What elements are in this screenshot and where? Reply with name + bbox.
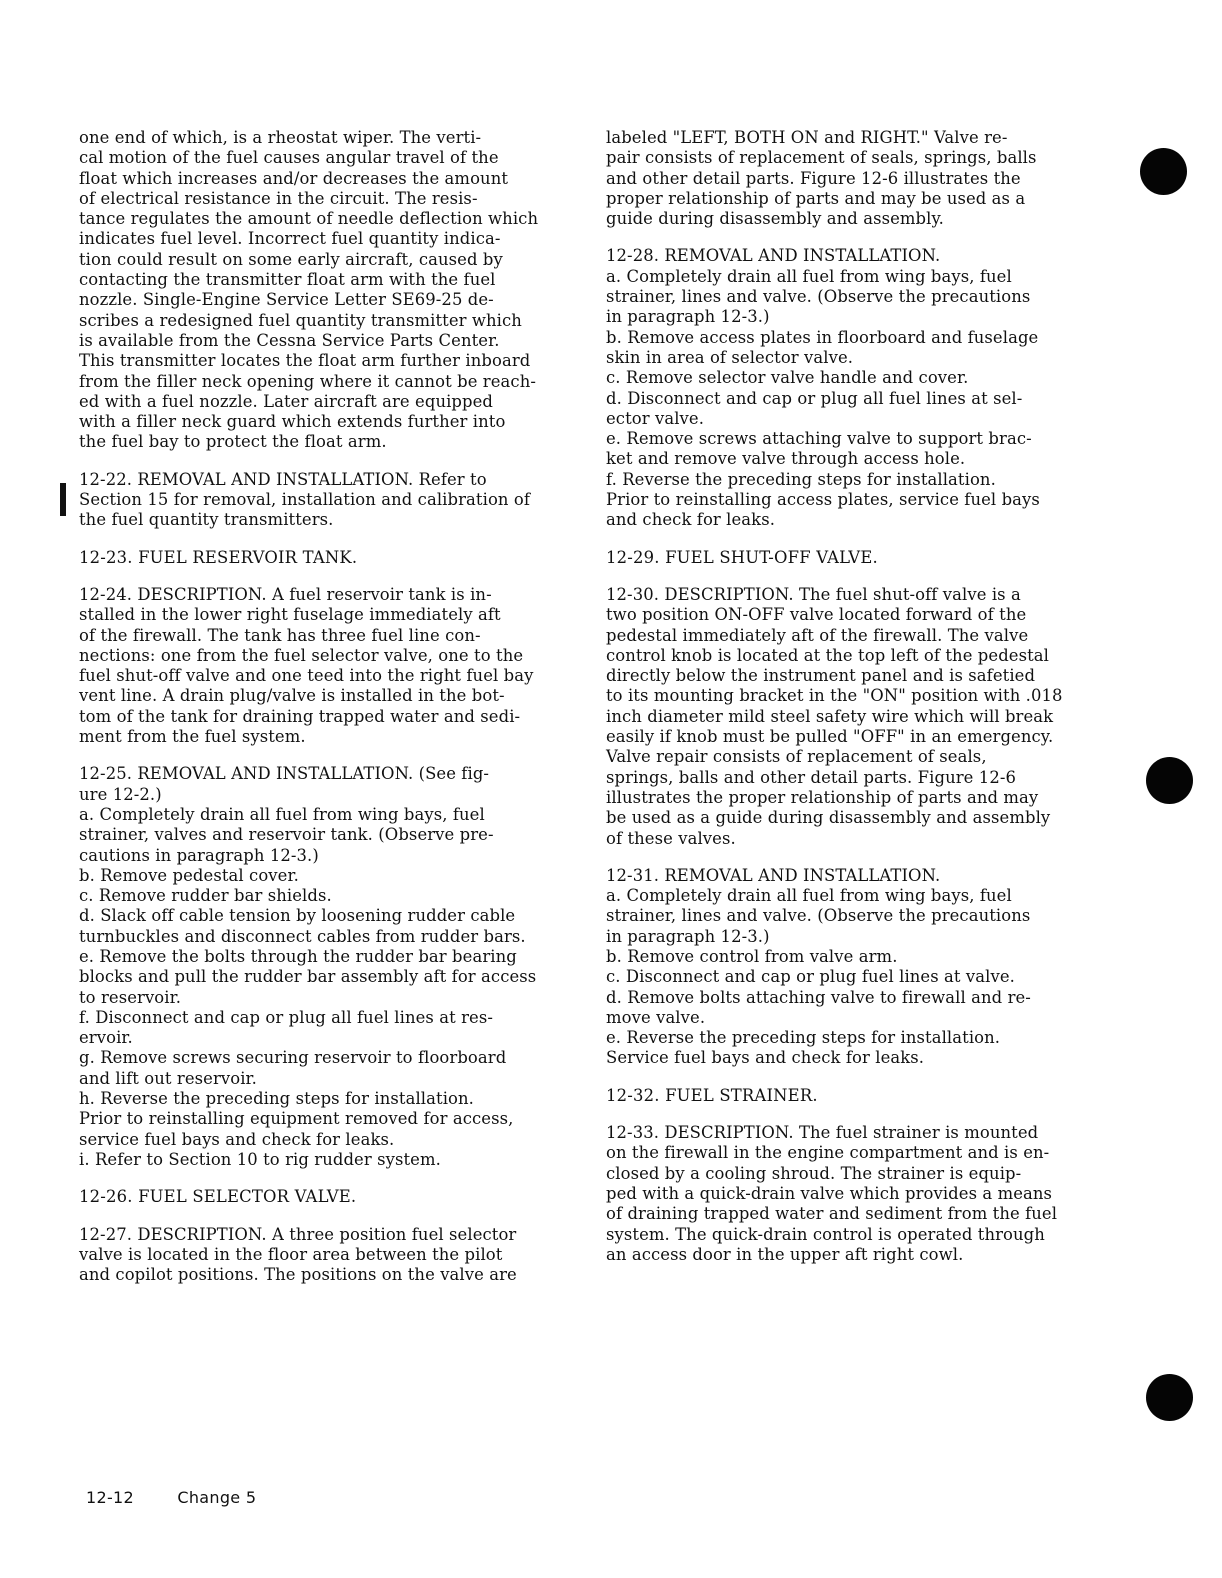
intro-paragraph: one end of which, is a rheostat wiper. The verti- cal motion of the fuel causes angular travel of the float which increases and/or decreases the amount of electrical resistance in the circuit. The resis- tance regulates the amount of needle deflection which indicates fuel level. Incorrect fuel quantity indica- tion could result on some early aircraft, caused by contacting the transmitter float arm with the fuel nozzle. Single-Engine Service Letter SE69-25 de- scribes a redesigned fuel quantity transmitter which is available from the Cessna Service Parts Center. This transmitter locates the float arm further inboard from the filler neck opening where it cannot be reach- ed with a fuel nozzle. Later aircraft are equipped with a filler neck guard which extends further into the fuel bay to protect the float arm.	[79, 128, 539, 452]
step-item: e. Remove screws attaching valve to support brac- ket and remove valve through access hole.	[606, 429, 1032, 469]
step-item: b. Remove control from valve arm.	[606, 946, 898, 966]
step-item: b. Remove access plates in floorboard and fuselage skin in area of selector valve.	[606, 327, 1039, 367]
step-item: f. Disconnect and cap or plug all fuel lines at res- ervoir.	[79, 1007, 493, 1048]
step-item: h. Reverse the preceding steps for installation. Prior to reinstalling equipment removed for access, service fuel bays and check for leaks.	[79, 1089, 514, 1149]
section-12-25	[79, 764, 567, 1170]
step-item: e. Remove the bolts through the rudder bar bearing blocks and pull the rudder bar assembly aft for access to reservoir.	[79, 946, 537, 1007]
paragraph-12-24: 12-24. DESCRIPTION. A fuel reservoir tank is in- stalled in the lower right fuselage immediately aft of the firewall. The tank has three fuel line con- nections: one from the fuel selector valve, one to the fuel shut-off valve and one teed into the right fuel bay vent line. A drain plug/valve is installed in the bot- tom of the tank for draining trapped water and sedi- ment from the fuel system.	[79, 584, 534, 747]
step-item: g. Remove screws securing reservoir to floorboard and lift out reservoir.	[79, 1048, 507, 1088]
step-item: i. Refer to Section 10 to rig rudder system.	[79, 1149, 441, 1169]
heading-12-28: 12-28. REMOVAL AND INSTALLATION.	[606, 246, 941, 266]
paragraph-12-30: 12-30. DESCRIPTION. The fuel shut-off valve is a two position ON-OFF valve located forward of the pedestal immediately aft of the firewall. The valve control knob is located at the top left of the pedestal directly below the instrument panel and is safetied to its mounting bracket in the "ON" position with .018 inch diameter mild steel safety wire which will break easily if knob must be pulled "OFF" in an emergency. Valve repair consists of replacement of seals, springs, balls and other detail parts. Figure 12-6 illustrates the proper relationship of parts and may be used as a guide during disassembly and assembly of these valves.	[606, 584, 1063, 848]
page-number: 12-12	[86, 1488, 134, 1507]
step-item: e. Reverse the preceding steps for installation. Service fuel bays and check for leaks.	[606, 1028, 1001, 1068]
step-item: f. Reverse the preceding steps for installation. Prior to reinstalling access plates, service fuel bays and check for leaks.	[606, 469, 1040, 530]
paragraph-12-33: 12-33. DESCRIPTION. The fuel strainer is mounted on the firewall in the engine compartment and is en- closed by a cooling shroud. The strainer is equip- ped with a quick-drain valve which provides a means of draining trapped water and sediment from the fuel system. The quick-drain control is operated through an access door in the upper aft right cowl.	[606, 1123, 1058, 1264]
step-item: c. Remove rudder bar shields.	[79, 886, 332, 906]
heading-12-26: 12-26. FUEL SELECTOR VALVE.	[79, 1187, 357, 1207]
binder-hole-top	[1140, 148, 1187, 195]
step-item: c. Disconnect and cap or plug fuel lines at valve.	[606, 967, 1015, 987]
heading-12-25: 12-25. REMOVAL AND INSTALLATION. (See fig- ure 12-2.)	[79, 764, 490, 804]
step-item: a. Completely drain all fuel from wing bays, fuel strainer, valves and reservoir tank. (Observe pre- cautions in paragraph 12-3.)	[79, 804, 494, 865]
right-column	[606, 128, 1094, 1282]
step-item: d. Slack off cable tension by loosening rudder cable turnbuckles and disconnect cables from rudder bars.	[79, 906, 526, 946]
step-item: d. Disconnect and cap or plug all fuel lines at sel- ector valve.	[606, 388, 1023, 428]
step-item: a. Completely drain all fuel from wing bays, fuel strainer, lines and valve. (Observe the precautions in paragraph 12-3.)	[606, 266, 1031, 327]
section-12-31	[606, 866, 1094, 1069]
binder-hole-middle	[1146, 757, 1193, 804]
heading-12-31: 12-31. REMOVAL AND INSTALLATION.	[606, 865, 941, 885]
revision-change-bar	[60, 483, 66, 516]
change-label: Change 5	[177, 1488, 257, 1507]
paragraph-12-27: 12-27. DESCRIPTION. A three position fuel selector valve is located in the floor area between the pilot and copilot positions. The positions on the valve are	[79, 1224, 517, 1285]
page-footer	[86, 1488, 256, 1507]
heading-12-23: 12-23. FUEL RESERVOIR TANK.	[79, 547, 358, 567]
step-item: a. Completely drain all fuel from wing bays, fuel strainer, lines and valve. (Observe the precautions in paragraph 12-3.)	[606, 886, 1031, 946]
section-12-28	[606, 246, 1094, 530]
left-column	[79, 128, 567, 1302]
paragraph-12-22: 12-22. REMOVAL AND INSTALLATION. Refer to Section 15 for removal, installation and calibration of the fuel quantity transmitters.	[79, 469, 531, 530]
heading-12-29: 12-29. FUEL SHUT-OFF VALVE.	[606, 547, 878, 567]
binder-hole-bottom	[1146, 1374, 1193, 1421]
step-item: b. Remove pedestal cover.	[79, 865, 299, 885]
heading-12-32: 12-32. FUEL STRAINER.	[606, 1085, 818, 1105]
step-item: c. Remove selector valve handle and cover.	[606, 368, 969, 388]
paragraph-12-27-continued: labeled "LEFT, BOTH ON and RIGHT." Valve re- pair consists of replacement of seals, springs, balls and other detail parts. Figure 12-6 illustrates the proper relationship of parts and may be used as a guide during disassembly and assembly.	[606, 128, 1037, 229]
step-item: d. Remove bolts attaching valve to firewall and re- move valve.	[606, 987, 1031, 1027]
